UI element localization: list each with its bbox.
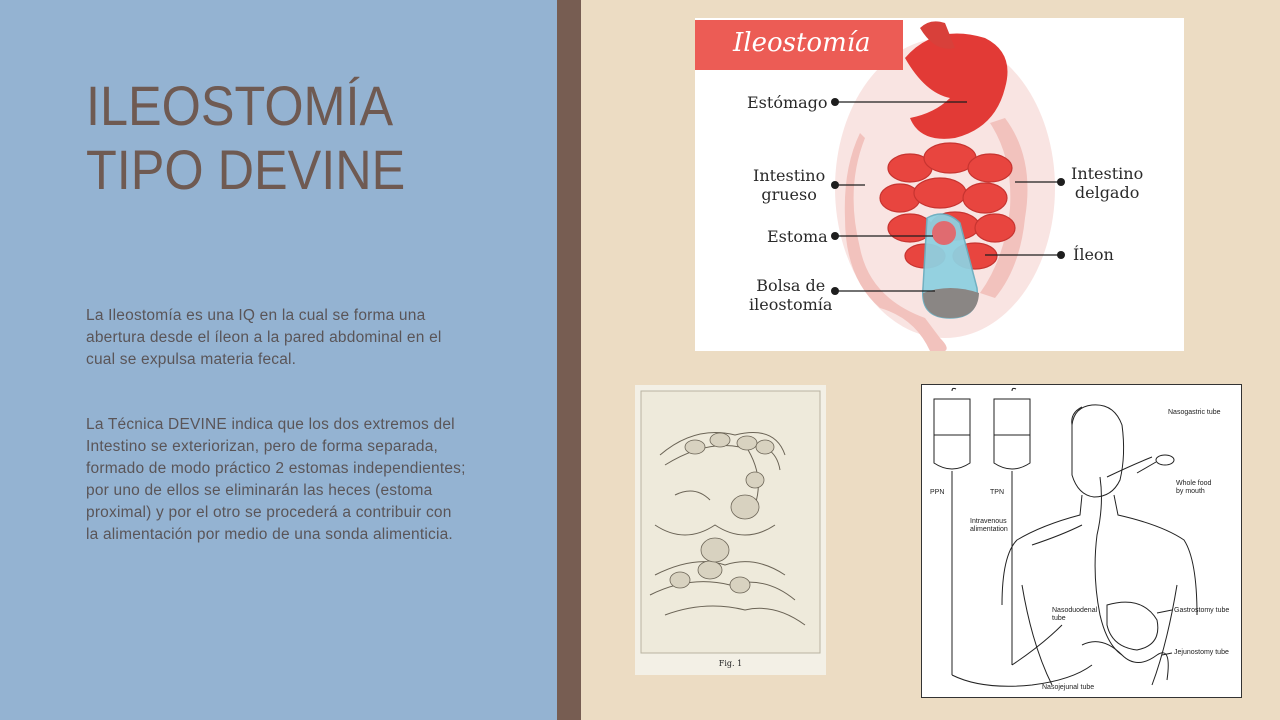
label-intestino-delgado-line-1: Intestino: [1071, 164, 1144, 183]
label-nasojejunal-tube: Nasojejunal tube: [1042, 684, 1095, 691]
label-ppn: PPN: [930, 489, 945, 496]
feeding-routes-figure: [921, 384, 1242, 698]
label-intestino-delgado: [1071, 164, 1143, 202]
label-nasoduodenal-line-1: Nasoduodenal: [1052, 607, 1098, 614]
label-intestino-grueso: [753, 166, 825, 204]
label-bolsa-line-2: ileostomía: [749, 295, 833, 314]
ileostomy-anatomy-figure: [695, 18, 1184, 351]
label-jejunostomy-tube: Jejunostomy tube: [1174, 649, 1229, 656]
sketch-caption: Fig. 1: [718, 659, 743, 668]
label-bolsa-line-1: Bolsa de: [756, 276, 826, 295]
label-intestino-grueso-line-2: grueso: [761, 185, 817, 204]
label-whole-food: [1176, 480, 1211, 496]
figure-title: Ileostomía: [733, 28, 871, 58]
divider-bar: [557, 0, 581, 720]
slide-title-line-1: ILEOSTOMÍA: [86, 74, 394, 137]
label-intestino-grueso-line-1: Intestino: [753, 166, 826, 185]
devine-technique-paragraph: La Técnica DEVINE indica que los dos extremos del Intestino se exteriorizan, pero de forma separada, formado de modo práctico 2 estomas independientes; por uno de ellos se eliminarán las heces (estoma proximal) y por el otro se procederá a contribuir con la alimentación por medio de una sonda alimenticia.: [86, 416, 466, 543]
label-estoma: Estoma: [767, 227, 828, 246]
label-estomago: Estómago: [747, 93, 828, 112]
definition-paragraph: La Ileostomía es una IQ en la cual se forma una abertura desde el íleon a la pared abdominal en el cual se expulsa materia fecal.: [86, 307, 442, 368]
surgical-sketch-figure: [635, 385, 826, 675]
slide-title-line-2: TIPO DEVINE: [86, 138, 406, 201]
label-gastrostomy-tube: Gastrostomy tube: [1174, 607, 1230, 614]
label-nasoduodenal-line-2: tube: [1052, 615, 1066, 622]
label-tpn: TPN: [990, 489, 1004, 496]
figure-title-banner: [695, 20, 903, 70]
sketch-illustration: [635, 385, 826, 675]
label-intravenous-line-2: alimentation: [970, 526, 1008, 533]
label-ileon: Íleon: [1073, 245, 1114, 264]
label-bolsa-ileostomia: [749, 276, 832, 314]
label-nasoduodenal-tube: [1052, 607, 1097, 623]
label-intravenous-alimentation: [970, 518, 1008, 534]
label-whole-food-line-2: by mouth: [1176, 488, 1205, 495]
label-intestino-delgado-line-2: delgado: [1074, 183, 1140, 202]
label-whole-food-line-1: Whole food: [1176, 480, 1212, 487]
label-nasogastric-tube: Nasogastric tube: [1168, 409, 1221, 416]
label-intravenous-line-1: Intravenous: [970, 518, 1007, 525]
